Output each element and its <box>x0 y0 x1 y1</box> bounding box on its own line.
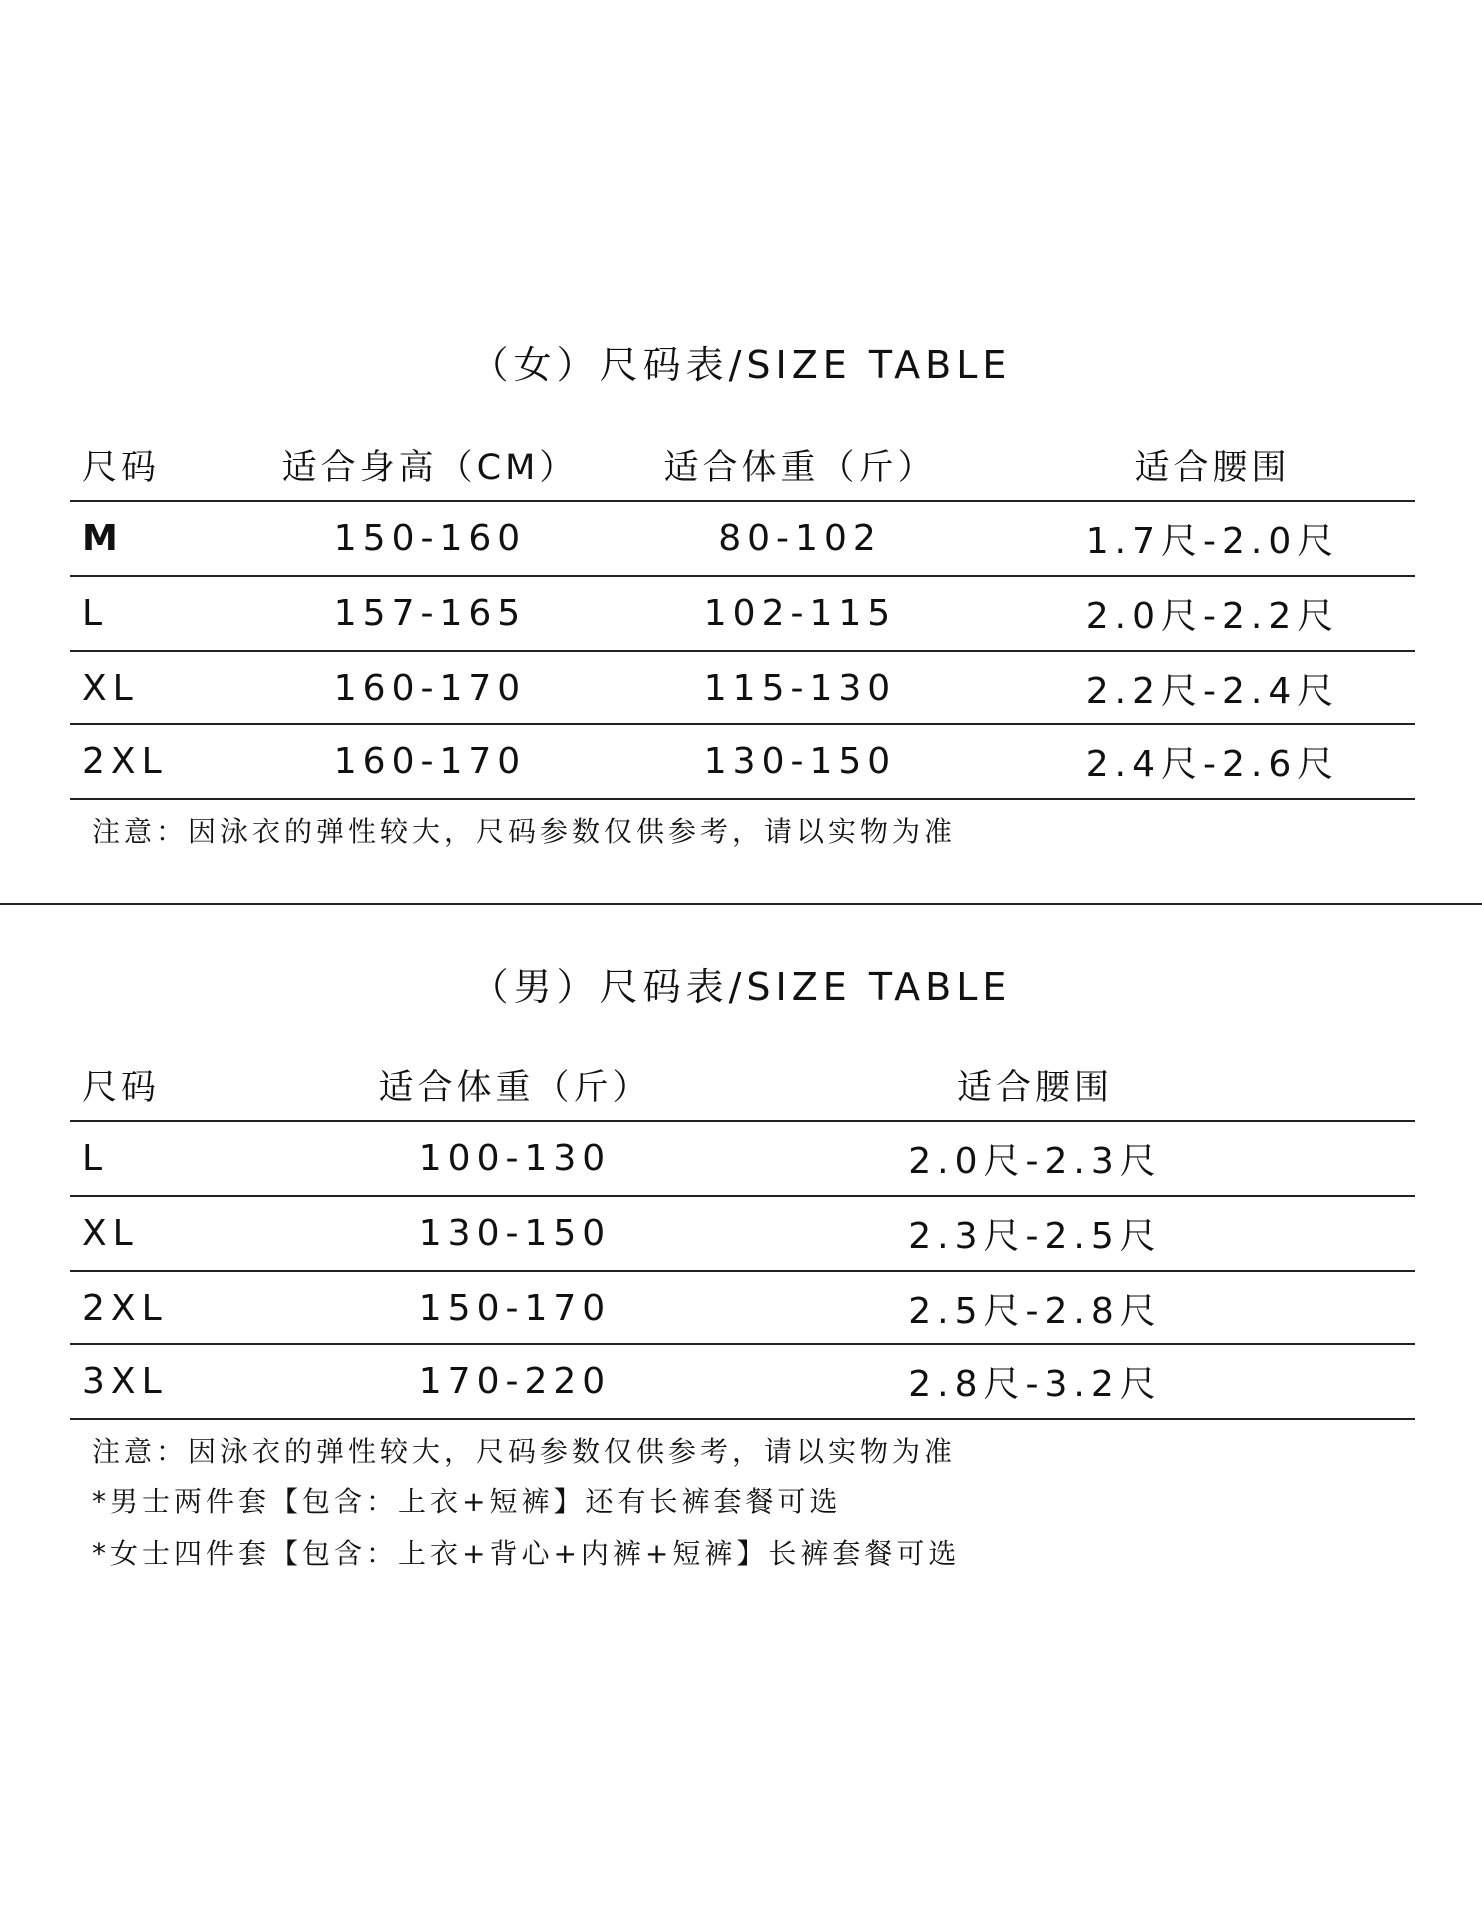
men-note: 注意：因泳衣的弹性较大，尺码参数仅供参考，请以实物为准 <box>92 1435 957 1468</box>
size-cell: L <box>82 592 109 634</box>
height-cell: 160-170 <box>333 667 527 709</box>
table-row <box>70 652 1415 724</box>
women-table-title: （女）尺码表/SIZE TABLE <box>470 343 1012 387</box>
weight-cell: 102-115 <box>703 592 897 634</box>
women-table-header <box>70 430 1415 500</box>
size-cell: 2XL <box>82 740 168 782</box>
women-header-waist: 适合腰围 <box>1134 448 1291 488</box>
section-divider <box>0 903 1482 905</box>
weight-cell: 115-130 <box>703 667 897 709</box>
table-row <box>70 577 1415 649</box>
men-package-note: *男士两件套【包含：上衣+短裤】还有长裤套餐可选 <box>92 1485 842 1518</box>
size-cell: M <box>82 517 124 559</box>
weight-cell: 100-130 <box>418 1137 612 1179</box>
size-cell: L <box>82 1137 109 1179</box>
size-cell: XL <box>82 1212 139 1254</box>
men-header-weight: 适合体重（斤） <box>378 1068 652 1108</box>
waist-cell: 2.5尺-2.8尺 <box>908 1290 1162 1332</box>
men-table-header <box>70 1050 1415 1120</box>
men-header-size: 尺码 <box>82 1068 161 1108</box>
table-row <box>70 725 1415 797</box>
weight-cell: 80-102 <box>718 517 882 559</box>
waist-cell: 2.8尺-3.2尺 <box>908 1363 1162 1405</box>
waist-cell: 2.3尺-2.5尺 <box>908 1215 1162 1257</box>
men-header-waist: 适合腰围 <box>956 1068 1113 1108</box>
divider <box>70 798 1415 800</box>
height-cell: 160-170 <box>333 740 527 782</box>
women-note: 注意：因泳衣的弹性较大，尺码参数仅供参考，请以实物为准 <box>92 815 957 848</box>
table-row <box>70 1122 1415 1194</box>
table-row <box>70 1197 1415 1269</box>
waist-cell: 2.4尺-2.6尺 <box>1085 743 1340 785</box>
weight-cell: 170-220 <box>418 1360 612 1402</box>
divider <box>70 1418 1415 1420</box>
women-header-size: 尺码 <box>82 448 161 488</box>
women-package-note: *女士四件套【包含：上衣+背心+内裤+短裤】长裤套餐可选 <box>92 1537 961 1570</box>
weight-cell: 130-150 <box>703 740 897 782</box>
table-row <box>70 1345 1415 1417</box>
size-cell: 3XL <box>82 1360 168 1402</box>
waist-cell: 2.0尺-2.3尺 <box>908 1140 1162 1182</box>
women-header-weight: 适合体重（斤） <box>663 448 937 488</box>
weight-cell: 130-150 <box>418 1212 612 1254</box>
height-cell: 157-165 <box>333 592 527 634</box>
size-cell: 2XL <box>82 1287 168 1329</box>
men-table-title: （男）尺码表/SIZE TABLE <box>470 965 1012 1009</box>
table-row <box>70 1272 1415 1344</box>
waist-cell: 1.7尺-2.0尺 <box>1085 520 1340 562</box>
weight-cell: 150-170 <box>418 1287 612 1329</box>
women-header-height: 适合身高（CM） <box>281 448 579 488</box>
waist-cell: 2.2尺-2.4尺 <box>1085 670 1340 712</box>
height-cell: 150-160 <box>333 517 527 559</box>
waist-cell: 2.0尺-2.2尺 <box>1085 595 1340 637</box>
size-cell: XL <box>82 667 139 709</box>
table-row <box>70 502 1415 574</box>
